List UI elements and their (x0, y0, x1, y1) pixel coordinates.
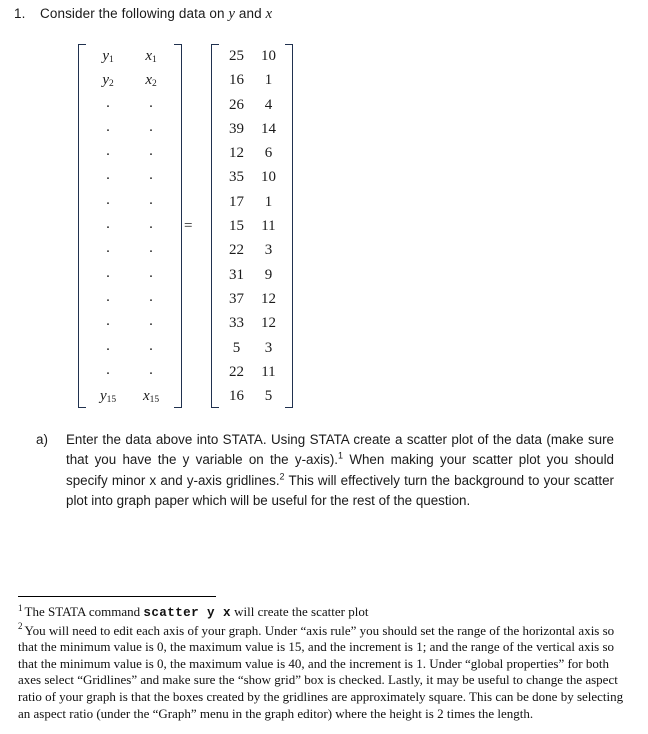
symbolic-cell-x: . (149, 288, 153, 305)
numeric-cell-x: 10 (260, 48, 276, 64)
numeric-cell-x: 12 (260, 315, 276, 332)
numeric-cell-y: 17 (228, 193, 244, 210)
footnote-separator (18, 596, 216, 597)
symbolic-cell-x: . (149, 337, 153, 354)
numeric-cell-y: 39 (228, 120, 244, 137)
numeric-cell-y: 33 (228, 315, 244, 332)
symbolic-matrix (78, 44, 182, 408)
numeric-cell-x: 4 (264, 96, 273, 113)
symbolic-matrix-column-x (129, 44, 173, 408)
symbolic-cell-x: . (149, 94, 153, 111)
footnote-1 (18, 604, 630, 622)
symbolic-cell-y: . (106, 118, 110, 135)
numeric-cell-x: 3 (264, 242, 273, 259)
symbolic-cell-y: $y_1$ (102, 48, 114, 65)
footnote-2-text: You will need to edit each axis of your graph. Under “axis rule” you should set the range of the horizontal axis so that the minimum value is 0, the maximum value is 15, and the increment is 1; and the range of the vertical axis so that the minimum value is 0, the maximum value is 40, and the increment is 1. Under “global properties” for both axes select “Gridlines” and make sure the “show grid” box is checked. Lastly, it may be useful to change the aspect ratio of your graph is that the boxes created by the gridlines are approximately square. This can be done by selecting an aspect ratio (under the “Graph” menu in the graph editor) where the height is 2 times the length. (18, 622, 624, 721)
numeric-cell-y: 25 (228, 48, 244, 64)
symbolic-cell-x: $x_{15}$ (143, 388, 159, 406)
numeric-matrix-column-x (252, 44, 284, 408)
symbolic-cell-x: . (149, 167, 153, 184)
symbolic-cell-y: . (106, 94, 110, 111)
symbolic-cell-y: . (106, 313, 110, 330)
numeric-cell-x: 14 (260, 120, 276, 137)
symbolic-cell-x: $x_1$ (145, 48, 157, 65)
symbolic-cell-y: . (106, 143, 110, 160)
footnotes-section (18, 604, 630, 722)
numeric-cell-x: 9 (264, 266, 273, 283)
numeric-cell-y: 15 (228, 218, 244, 235)
numeric-cell-y: 35 (228, 169, 244, 186)
matrix-equation (78, 44, 293, 408)
question-number: 1. (14, 6, 26, 21)
numeric-cell-x: 3 (264, 339, 273, 356)
part-a-label: a) (36, 432, 48, 447)
variable-y-symbol: y (228, 6, 236, 22)
numeric-cell-x: 1 (264, 72, 273, 89)
part-a-text (66, 430, 614, 511)
numeric-cell-x: 1 (264, 193, 273, 210)
conjunction-and: and (238, 6, 262, 21)
numeric-cell-y: 31 (228, 266, 244, 283)
symbolic-matrix-column-y (87, 44, 129, 408)
numeric-cell-y: 16 (228, 72, 244, 89)
numeric-cell-x: 10 (260, 169, 276, 186)
symbolic-cell-x: . (149, 216, 153, 233)
part-a-block (36, 430, 614, 511)
symbolic-cell-y: $y_{15}$ (100, 388, 116, 406)
part-a-sentence-3: This will effectively turn the background to your scatter plot into graph paper which will be useful for the rest of the question. (66, 472, 614, 508)
footnote-1-text-before: The STATA command (24, 604, 144, 619)
numeric-matrix (211, 44, 293, 408)
numeric-cell-x: 6 (264, 145, 273, 162)
part-a-sentence-2: When making your scatter plot you should specify minor x and y-axis gridlines. (66, 452, 614, 488)
question-text: Consider the following data on (40, 6, 225, 21)
numeric-cell-y: 12 (228, 145, 244, 162)
variable-x-symbol: x (265, 6, 273, 22)
footnote-2 (18, 623, 630, 723)
symbolic-cell-y: . (106, 337, 110, 354)
numeric-cell-y: 22 (228, 363, 244, 380)
stata-command: scatter y x (143, 606, 231, 620)
numeric-cell-x: 11 (261, 363, 276, 380)
numeric-cell-x: 12 (260, 290, 276, 307)
symbolic-cell-y: . (106, 361, 110, 378)
symbolic-cell-x: . (149, 240, 153, 257)
numeric-cell-x: 5 (264, 388, 273, 405)
numeric-cell-y: 16 (228, 388, 244, 405)
symbolic-cell-y: . (106, 264, 110, 281)
symbolic-cell-y: . (106, 216, 110, 233)
footnote-ref-2[interactable]: 2 (279, 471, 285, 482)
part-a-sentence-1: Enter the data above into STATA. Using STATA create a scatter plot of the data (make sure that you have the y variable on the y-axis). (66, 432, 614, 468)
footnote-1-marker: 1 (18, 602, 23, 613)
symbolic-cell-x: . (149, 313, 153, 330)
symbolic-cell-x: $x_2$ (145, 72, 157, 90)
symbolic-cell-x: . (149, 118, 153, 135)
equals-sign: = (184, 218, 193, 235)
symbolic-cell-x: . (149, 264, 153, 281)
symbolic-cell-y: . (106, 167, 110, 184)
numeric-matrix-column-y (220, 44, 252, 408)
symbolic-cell-x: . (149, 361, 153, 378)
footnote-ref-1[interactable]: 1 (338, 450, 344, 461)
footnote-1-text-after: will create the scatter plot (230, 604, 369, 619)
numeric-cell-y: 22 (228, 242, 244, 259)
footnote-2-marker: 2 (18, 621, 23, 632)
numeric-cell-y: 26 (228, 96, 244, 113)
symbolic-cell-y: $y_2$ (102, 72, 114, 90)
symbolic-cell-y: . (106, 240, 110, 257)
symbolic-cell-x: . (149, 143, 153, 160)
symbolic-cell-y: . (106, 288, 110, 305)
numeric-cell-y: 5 (232, 339, 241, 356)
question-heading (14, 5, 272, 23)
symbolic-cell-y: . (106, 191, 110, 208)
numeric-cell-y: 37 (228, 290, 244, 307)
symbolic-cell-x: . (149, 191, 153, 208)
numeric-cell-x: 11 (261, 218, 276, 235)
